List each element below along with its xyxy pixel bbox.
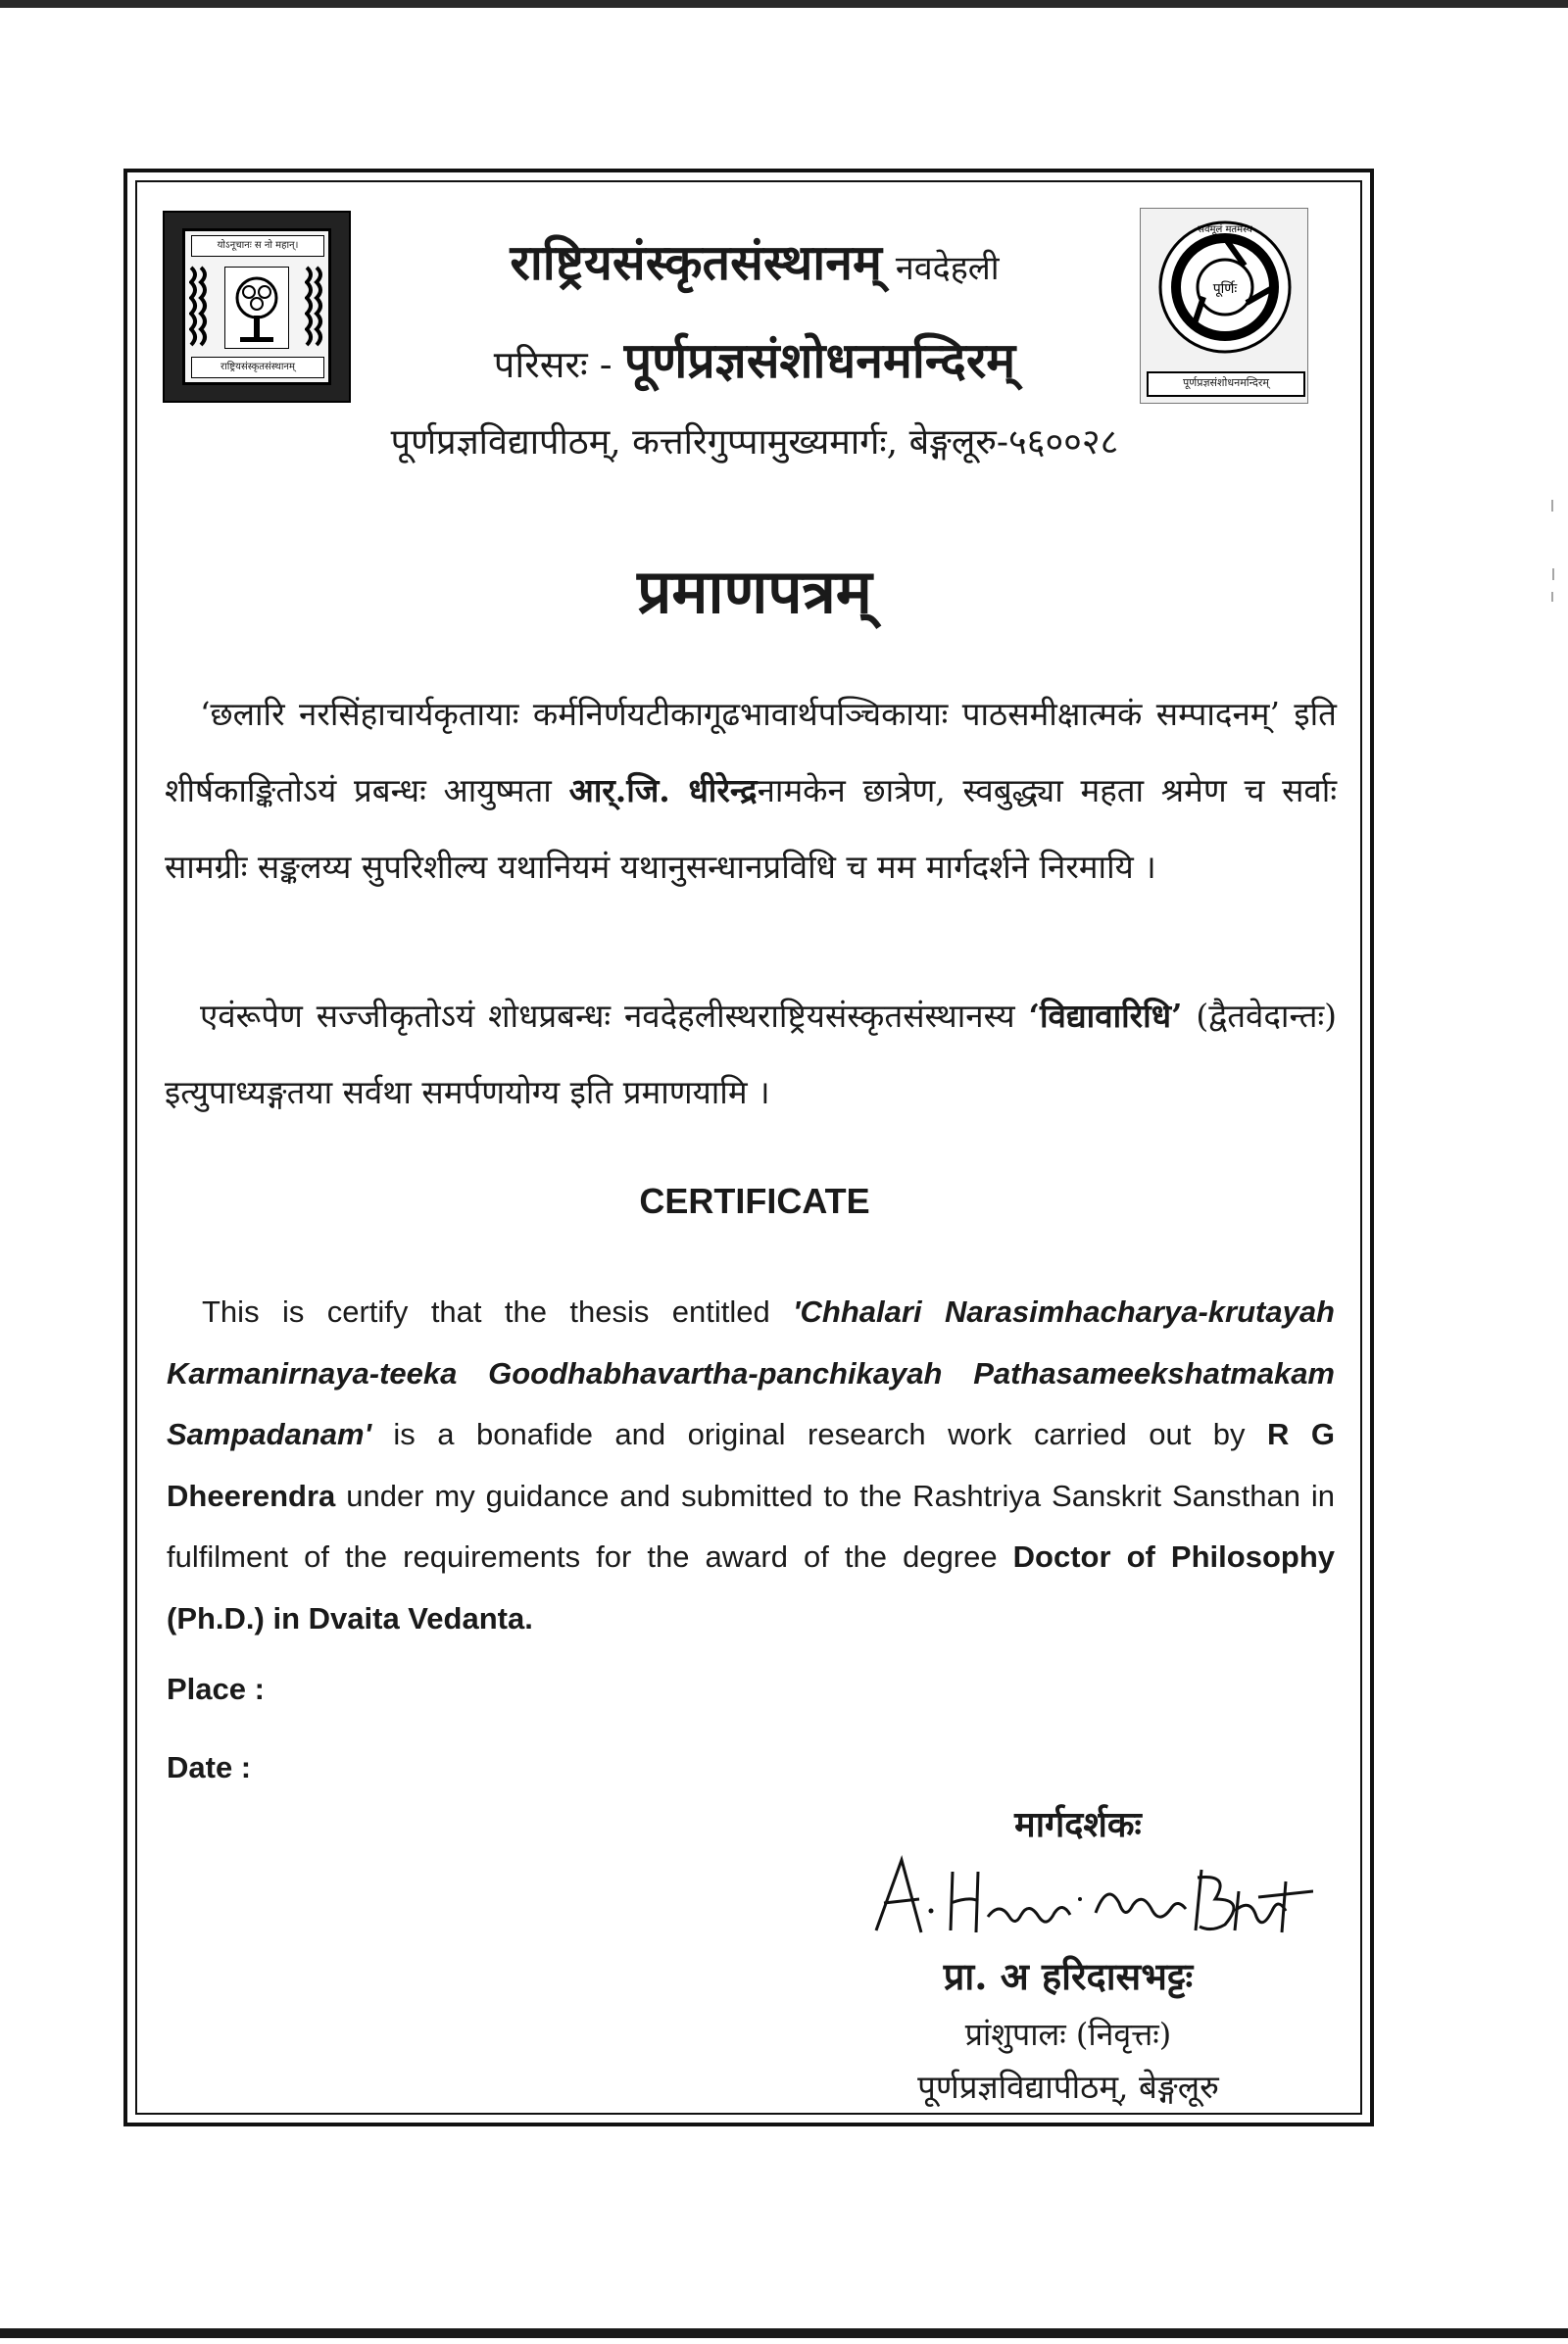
logo-right-bottom-text: पूर्णप्रज्ञसंशोधनमन्दिरम् xyxy=(1147,371,1305,397)
sanskrit-p1-mid: इति शीर्षकाङ्कितोऽयं प्रबन्धः आयुष्मता xyxy=(165,695,1337,809)
tree-emblem-icon xyxy=(224,267,289,349)
rashtriya-sanskrit-sansthan-logo xyxy=(163,211,351,403)
scan-edge-bottom xyxy=(0,2328,1568,2338)
english-intro: This is certify that the thesis entitled xyxy=(202,1294,794,1329)
logo-right-ring-text: सर्वमूलं मतमस्य xyxy=(1198,224,1252,235)
guide-name: प्रा. अ हरिदासभट्टः xyxy=(943,1954,1194,1998)
poornaprajna-samshodhana-mandiram-logo xyxy=(1140,208,1308,404)
guide-label: मार्गदर्शकः xyxy=(1014,1804,1142,1845)
campus-heading xyxy=(392,325,1117,392)
margin-scan-marks xyxy=(1548,490,1558,608)
sanskrit-degree: ‘विद्यावारिधि’ xyxy=(1028,997,1183,1035)
logo-left-panel xyxy=(182,228,331,385)
scan-edge-top xyxy=(0,0,1568,8)
wave-left-icon xyxy=(189,263,209,351)
logo-right-center-text: पूर्णिः xyxy=(1212,281,1238,297)
campus-name: पूर्णप्रज्ञसंशोधनमन्दिरम् xyxy=(623,331,1016,389)
sanskrit-p2-rest: (द्वैतवेदान्तः) इत्युपाध्यङ्गतया सर्वथा समर्पणयोग्य इति प्रमाणयामि । xyxy=(165,997,1337,1111)
campus-address: पूर्णप्रज्ञविद्यापीठम्, कत्तरिगुप्पामुख्यमार्गः, बेङ्गलूरु-५६००२८ xyxy=(390,422,1119,463)
english-degree: Doctor of Philosophy (Ph.D.) in Dvaita Vedanta. xyxy=(167,1539,1335,1636)
wave-right-icon xyxy=(305,263,324,351)
english-certificate-title: CERTIFICATE xyxy=(639,1181,870,1221)
sanskrit-p1-rest: नामकेन छात्रेण, स्वबुद्ध्या महता श्रमेण च सर्वाः सामग्रीः सङ्कलय्य सुपरिशील्य यथानियमं यथानुसन्धानप्रविधि च मम मार्गदर्शने निरमायि । xyxy=(165,771,1337,886)
sanskrit-paragraph-2 xyxy=(165,978,1337,1131)
handwritten-signature xyxy=(862,1842,1313,1950)
logo-left-bottom-text: राष्ट्रियसंस्कृतसंस्थानम् xyxy=(191,357,324,378)
place-label: Place : xyxy=(167,1672,265,1706)
english-thesis-title: 'Chhalari Narasimhacharya-krutayah Karmanirnaya-teeka Goodhabhavartha-panchikayah Pathasameekshatmakam Sampadanam' xyxy=(167,1294,1335,1451)
english-middle: is a bonafide and original research work carried out by xyxy=(370,1417,1268,1451)
sanskrit-student-name: आर्.जि. धीरेन्द्र xyxy=(568,771,758,809)
guide-designation: प्रांशुपालः (निवृत्तः) xyxy=(964,2016,1172,2053)
guide-institution: पूर्णप्रज्ञविद्यापीठम्, बेङ्गलूरु xyxy=(917,2068,1219,2106)
english-middle-2: under my guidance and submitted to the Rashtriya Sanskrit Sansthan in fulfilment of the requirements for the award of the degree xyxy=(167,1478,1335,1574)
sanskrit-p2-start: एवंरूपेण सज्जीकृतोऽयं शोधप्रबन्धः नवदेहलीस्थराष्ट्रियसंस्कृतसंस्थानस्य xyxy=(200,997,1029,1035)
english-student-name: R G Dheerendra xyxy=(167,1417,1335,1513)
campus-prefix: परिसरः - xyxy=(493,343,612,386)
english-certificate-body xyxy=(167,1282,1335,1649)
date-label: Date : xyxy=(167,1750,252,1784)
institution-name: राष्ट्रियसंस्कृतसंस्थानम् xyxy=(510,233,882,291)
institution-city: नवदेहली xyxy=(895,249,1000,288)
sanskrit-paragraph-1 xyxy=(165,676,1337,905)
sanskrit-certificate-title: प्रमाणपत्रम् xyxy=(637,556,872,627)
ring-emblem-icon xyxy=(1154,217,1296,358)
institution-heading xyxy=(392,227,1117,294)
sanskrit-thesis-title: ‘छलारि नरसिंहाचार्यकृतायाः कर्मनिर्णयटीकागूढभावार्थपञ्चिकायाः पाठसमीक्षात्मकं सम्पादनम्’ xyxy=(200,695,1280,733)
logo-left-top-text: योऽनूचानः स नो महान्। xyxy=(191,235,324,257)
